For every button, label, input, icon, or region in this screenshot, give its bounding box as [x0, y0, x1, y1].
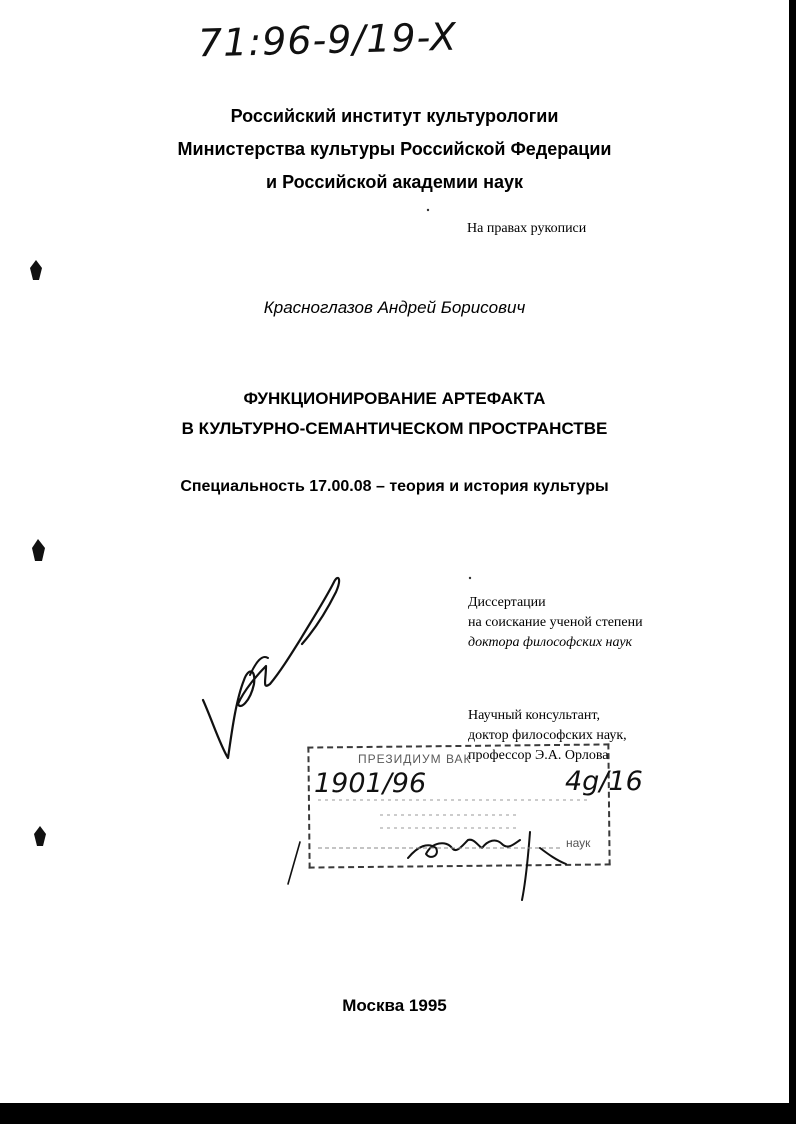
consultant-line: профессор Э.А. Орлова: [468, 748, 609, 763]
stamp-handwritten-date: 1901/96: [314, 768, 427, 799]
thesis-title-line: В КУЛЬТУРНО-СЕМАНТИЧЕСКОМ ПРОСТРАНСТВЕ: [181, 419, 608, 438]
scan-hole-mark: [30, 260, 42, 280]
thesis-title: [0, 384, 789, 444]
scan-hole-mark: [32, 539, 45, 561]
institution-line: Российский институт культурологии: [230, 106, 559, 126]
thesis-title-line: ФУНКЦИОНИРОВАНИЕ АРТЕФАКТА: [243, 389, 546, 408]
scan-hole-mark: [34, 826, 46, 846]
institution-line: Министерства культуры Российской Федерации: [177, 139, 612, 159]
consultant-line: Научный консультант,: [468, 708, 600, 723]
degree-line: на соискание ученой степени: [468, 615, 643, 630]
scan-dot: [469, 577, 471, 579]
author-name: Красноглазов Андрей Борисович: [263, 298, 526, 317]
signature-mark: [250, 657, 268, 675]
institution-line: и Российской академии наук: [266, 172, 523, 192]
handwritten-archive-code: 71:96-9/19-X: [197, 14, 458, 66]
specialty-line: Специальность 17.00.08 – теория и история культуры: [180, 478, 609, 495]
stamp-signature: [288, 842, 300, 884]
institution-block: [0, 100, 789, 199]
degree-line: Диссертации: [468, 595, 546, 610]
stamp-suffix: наук: [566, 836, 591, 850]
manuscript-note: На правах рукописи: [467, 221, 587, 236]
degree-line: доктора философских наук: [468, 635, 633, 650]
scan-dot: [427, 209, 429, 211]
stamp-handwritten-number: 4g/16: [565, 766, 643, 797]
consultant-line: доктор философских наук,: [468, 728, 627, 743]
degree-block: [468, 593, 643, 653]
city-year: Москва 1995: [342, 996, 447, 1015]
signature-mark: [203, 578, 339, 758]
stamp-header: ПРЕЗИДИУМ ВАК: [358, 752, 472, 766]
